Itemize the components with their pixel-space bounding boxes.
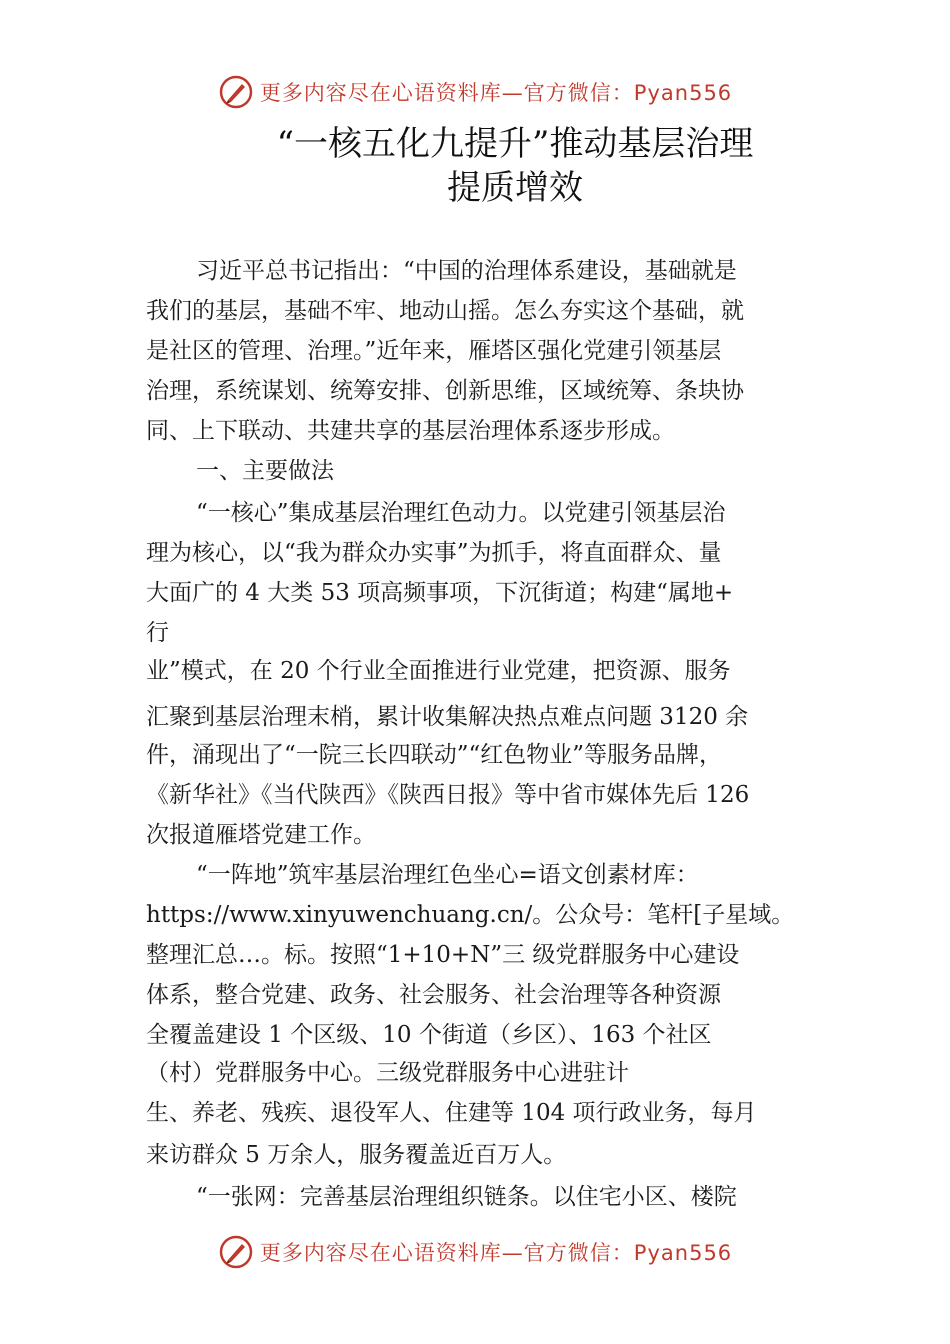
body-line: “一张网：完善基层治理组织链条。以住宅小区、楼院 [196, 1184, 737, 1210]
body-line: 同、上下联动、共建共享的基层治理体系逐步形成。 [146, 418, 675, 444]
body-line: 《新华社》《当代陕西》《陕西日报》等中省市媒体先后 126 [146, 782, 750, 808]
body-line: （村）党群服务中心。三级党群服务中心进驻计 [146, 1060, 629, 1086]
header-banner [0, 72, 950, 112]
body-line: “一阵地”筑牢基层治理红色坐心=语文创素材库： [196, 862, 699, 888]
footer-banner [0, 1232, 950, 1272]
pen-nib-logo-icon [218, 74, 254, 110]
banner-text: 更多内容尽在心语资料库—官方微信：Pyan556 [259, 81, 733, 105]
body-line: 大面广的 4 大类 53 项高频事项，下沉街道；构建“属地+ [146, 580, 734, 606]
body-line: 体系，整合党建、政务、社会服务、社会治理等各种资源 [146, 982, 721, 1008]
document-title-line-1: “一核五化九提升”推动基层治理 [276, 124, 754, 164]
body-line: 是社区的管理、治理。”近年来，雁塔区强化党建引领基层 [146, 338, 722, 364]
banner-text: 更多内容尽在心语资料库—官方微信：Pyan556 [259, 1241, 733, 1265]
document-title-line-2: 提质增效 [447, 168, 583, 208]
body-line: 业”模式，在 20 个行业全面推进行业党建，把资源、服务 [146, 658, 731, 684]
body-line: “一核心”集成基层治理红色动力。以党建引领基层治 [196, 500, 726, 526]
body-line-url: https://www.xinyuwenchuang.cn/。公众号：笔杆[子星域。 [146, 902, 795, 928]
body-line: 治理，系统谋划、统筹安排、创新思维，区域统筹、条块协 [146, 378, 744, 404]
body-line: 整理汇总…。标。按照“1+10+N”三 级党群服务中心建设 [146, 942, 740, 968]
body-line: 次报道雁塔党建工作。 [146, 822, 376, 848]
body-line: 件，涌现出了“一院三长四联动”“红色物业”等服务品牌， [146, 742, 723, 768]
body-line: 生、养老、残疾、退役军人、住建等 104 项行政业务，每月 [146, 1100, 757, 1126]
body-line: 行 [146, 620, 169, 646]
pen-nib-logo-icon [218, 1234, 254, 1270]
section-heading: 一、主要做法 [196, 458, 334, 484]
body-line: 来访群众 5 万余人，服务覆盖近百万人。 [146, 1142, 567, 1168]
body-line: 理为核心，以“我为群众办实事”为抓手，将直面群众、量 [146, 540, 722, 566]
body-line: 汇聚到基层治理末梢，累计收集解决热点难点问题 3120 余 [146, 704, 749, 730]
body-line: 全覆盖建设 1 个区级、10 个街道（⁠乡区）、163 个社区 [146, 1022, 712, 1048]
body-line: 习近平总书记指出：“中国的治理体系建设，基础就是 [196, 258, 737, 284]
body-line: 我们的基层，基础不牢、地动山摇。怎么夯实这个基础，就 [146, 298, 744, 324]
